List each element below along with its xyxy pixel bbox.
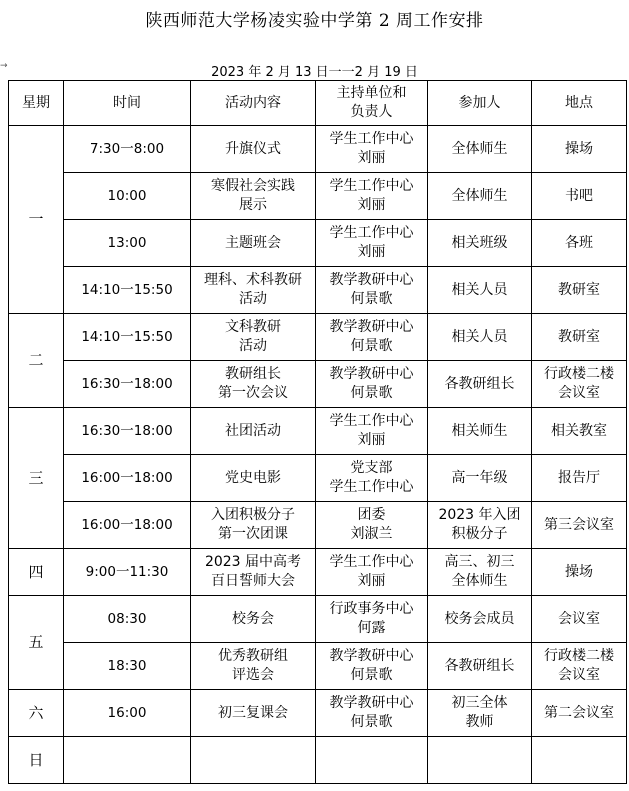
activity-cell: 2023 届中高考 百日誓师大会: [191, 549, 316, 596]
host-cell: 团委 刘淑兰: [316, 502, 428, 549]
page-title: 陕西师范大学杨凌实验中学第 2 周工作安排: [145, 11, 484, 31]
location-cell: 各班: [532, 220, 627, 267]
activity-cell: 教研组长 第一次会议: [191, 361, 316, 408]
participants-cell: 高一年级: [428, 455, 532, 502]
activity-cell: 升旗仪式: [191, 126, 316, 173]
host-cell: 教学教研中心 何景歌: [316, 643, 428, 690]
location-cell: 第二会议室: [532, 690, 627, 737]
empty-cell: [64, 737, 191, 784]
host-cell: 学生工作中心 刘丽: [316, 220, 428, 267]
location-cell: 教研室: [532, 314, 627, 361]
table-row: [9, 455, 627, 502]
activity-cell: 社团活动: [191, 408, 316, 455]
activity-cell: 理科、术科教研 活动: [191, 267, 316, 314]
time-cell: 10:00: [64, 173, 191, 220]
activity-cell: 校务会: [191, 596, 316, 643]
empty-cell: [191, 737, 316, 784]
activity-cell: 寒假社会实践 展示: [191, 173, 316, 220]
day-cell-thursday: 四: [9, 549, 64, 596]
day-cell-saturday: 六: [9, 690, 64, 737]
host-cell: 学生工作中心 刘丽: [316, 549, 428, 596]
schedule-table: [8, 80, 627, 784]
time-cell: 13:00: [64, 220, 191, 267]
table-row: [9, 596, 627, 643]
empty-cell: [428, 737, 532, 784]
location-cell: 报告厅: [532, 455, 627, 502]
host-cell: 教学教研中心 何景歌: [316, 361, 428, 408]
participants-cell: 相关人员: [428, 314, 532, 361]
participants-cell: 各教研组长: [428, 361, 532, 408]
header-host: 主持单位和 负责人: [316, 81, 428, 126]
time-cell: 9:00一11:30: [64, 549, 191, 596]
table-row: [9, 502, 627, 549]
participants-cell: 初三全体 教师: [428, 690, 532, 737]
participants-cell: 相关师生: [428, 408, 532, 455]
host-cell: 学生工作中心 刘丽: [316, 126, 428, 173]
activity-cell: 党史电影: [191, 455, 316, 502]
location-cell: 行政楼二楼 会议室: [532, 643, 627, 690]
table-row: [9, 314, 627, 361]
day-cell-friday: 五: [9, 596, 64, 690]
location-cell: 第三会议室: [532, 502, 627, 549]
date-range: 2023 年 2 月 13 日一一2 月 19 日: [211, 65, 418, 80]
location-cell: 相关教室: [532, 408, 627, 455]
location-cell: 操场: [532, 549, 627, 596]
table-row: [9, 737, 627, 784]
header-location: 地点: [532, 81, 627, 126]
day-cell-sunday: 日: [9, 737, 64, 784]
empty-cell: [532, 737, 627, 784]
table-row: [9, 690, 627, 737]
header-activity: 活动内容: [191, 81, 316, 126]
header-participants: 参加人: [428, 81, 532, 126]
participants-cell: 高三、初三 全体师生: [428, 549, 532, 596]
host-cell: 教学教研中心 何景歌: [316, 267, 428, 314]
table-row: [9, 408, 627, 455]
activity-cell: 文科教研 活动: [191, 314, 316, 361]
header-time: 时间: [64, 81, 191, 126]
location-cell: 行政楼二楼 会议室: [532, 361, 627, 408]
participants-cell: 全体师生: [428, 173, 532, 220]
time-cell: 14:10一15:50: [64, 267, 191, 314]
time-cell: 16:00一18:00: [64, 502, 191, 549]
time-cell: 08:30: [64, 596, 191, 643]
time-cell: 7:30一8:00: [64, 126, 191, 173]
host-cell: 行政事务中心 何露: [316, 596, 428, 643]
empty-cell: [316, 737, 428, 784]
table-row: [9, 220, 627, 267]
table-row: [9, 267, 627, 314]
participants-cell: 校务会成员: [428, 596, 532, 643]
time-cell: 16:30一18:00: [64, 408, 191, 455]
host-cell: 学生工作中心 刘丽: [316, 173, 428, 220]
table-row: [9, 126, 627, 173]
table-row: [9, 549, 627, 596]
participants-cell: 全体师生: [428, 126, 532, 173]
host-cell: 教学教研中心 何景歌: [316, 690, 428, 737]
time-cell: 16:30一18:00: [64, 361, 191, 408]
host-cell: 学生工作中心 刘丽: [316, 408, 428, 455]
participants-cell: 相关班级: [428, 220, 532, 267]
location-cell: 书吧: [532, 173, 627, 220]
participants-cell: 相关人员: [428, 267, 532, 314]
time-cell: 16:00一18:00: [64, 455, 191, 502]
host-cell: 教学教研中心 何景歌: [316, 314, 428, 361]
activity-cell: 入团积极分子 第一次团课: [191, 502, 316, 549]
participants-cell: 各教研组长: [428, 643, 532, 690]
activity-cell: 初三复课会: [191, 690, 316, 737]
activity-cell: 主题班会: [191, 220, 316, 267]
location-cell: 教研室: [532, 267, 627, 314]
day-cell-monday: 一: [9, 126, 64, 314]
table-row: [9, 173, 627, 220]
day-cell-tuesday: 二: [9, 314, 64, 408]
header-day: 星期: [9, 81, 64, 126]
activity-cell: 优秀教研组 评选会: [191, 643, 316, 690]
time-cell: 16:00: [64, 690, 191, 737]
location-cell: 操场: [532, 126, 627, 173]
table-header-row: [9, 81, 627, 126]
time-cell: 18:30: [64, 643, 191, 690]
time-cell: 14:10一15:50: [64, 314, 191, 361]
host-cell: 党支部 学生工作中心: [316, 455, 428, 502]
margin-arrow-icon: →: [0, 61, 8, 71]
location-cell: 会议室: [532, 596, 627, 643]
participants-cell: 2023 年入团 积极分子: [428, 502, 532, 549]
table-row: [9, 361, 627, 408]
day-cell-wednesday: 三: [9, 408, 64, 549]
table-row: [9, 643, 627, 690]
